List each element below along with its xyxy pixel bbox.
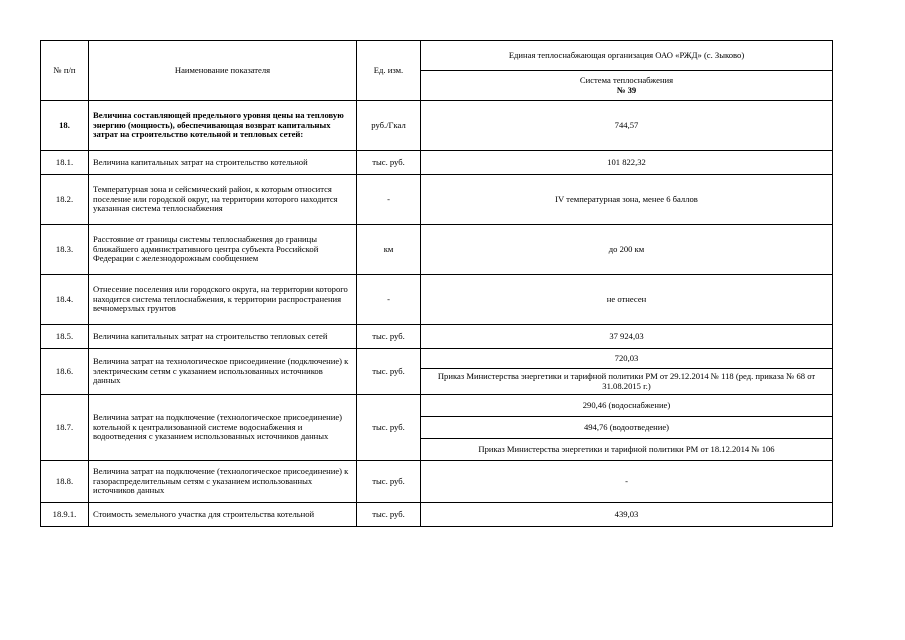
header-unit: Ед. изм. <box>357 41 421 101</box>
row-num: 18.8. <box>41 461 89 503</box>
row-value-water: 290,46 (водоснабжение) <box>421 395 833 417</box>
row-value: 744,57 <box>421 101 833 151</box>
row-value: - <box>421 461 833 503</box>
table-row <box>41 503 833 527</box>
row-name: Величина затрат на подключение (технологическое присоединение) котельной к централизованной системе водоснабжения и водоотведения с указанием использованных источников данных <box>89 395 357 461</box>
row-num: 18.3. <box>41 225 89 275</box>
row-name: Величина затрат на технологическое присоединение (подключение) к электрическим сетям с указанием использованных источников данных <box>89 349 357 395</box>
indicator-table <box>40 40 833 527</box>
header-name: Наименование показателя <box>89 41 357 101</box>
header-num: № п/п <box>41 41 89 101</box>
row-value: 720,03 <box>421 349 833 369</box>
row-name: Величина составляющей предельного уровня цены на тепловую энергию (мощность), обеспечивающая возврат капитальных затрат на строительство котельной и тепловых сетей: <box>89 101 357 151</box>
header-system <box>421 71 833 101</box>
row-unit: - <box>357 275 421 325</box>
row-unit: - <box>357 175 421 225</box>
table-row <box>41 275 833 325</box>
table-row <box>41 101 833 151</box>
row-value: до 200 км <box>421 225 833 275</box>
table-row <box>41 325 833 349</box>
row-value: 439,03 <box>421 503 833 527</box>
row-num: 18.7. <box>41 395 89 461</box>
table-row <box>41 461 833 503</box>
row-unit: тыс. руб. <box>357 349 421 395</box>
row-num: 18.2. <box>41 175 89 225</box>
header-row <box>41 41 833 71</box>
row-value: 37 924,03 <box>421 325 833 349</box>
row-name: Расстояние от границы системы теплоснабжения до границы ближайшего административного центра субъекта Российской Федерации с железнодорожным сообщением <box>89 225 357 275</box>
row-unit: тыс. руб. <box>357 151 421 175</box>
row-name: Величина затрат на подключение (технологическое присоединение) к газораспределительным сетям с указанием использованных источников данных <box>89 461 357 503</box>
row-num: 18. <box>41 101 89 151</box>
row-num: 18.4. <box>41 275 89 325</box>
row-num: 18.1. <box>41 151 89 175</box>
row-unit: тыс. руб. <box>357 325 421 349</box>
header-org: Единая теплоснабжающая организация ОАО «РЖД» (с. Зыково) <box>421 41 833 71</box>
row-unit: тыс. руб. <box>357 395 421 461</box>
row-num: 18.9.1. <box>41 503 89 527</box>
row-value: 101 822,32 <box>421 151 833 175</box>
row-name: Величина капитальных затрат на строительство котельной <box>89 151 357 175</box>
row-name: Отнесение поселения или городского округа, на территории которого находится система теплоснабжения, к территории распространения вечномерзлых грунтов <box>89 275 357 325</box>
row-unit: км <box>357 225 421 275</box>
table-row <box>41 225 833 275</box>
row-name: Величина капитальных затрат на строительство тепловых сетей <box>89 325 357 349</box>
header-system-label: Система теплоснабжения <box>579 74 674 85</box>
row-value: IV температурная зона, менее 6 баллов <box>421 175 833 225</box>
table-row <box>41 175 833 225</box>
row-unit: тыс. руб. <box>357 503 421 527</box>
row-num: 18.6. <box>41 349 89 395</box>
row-value: не отнесен <box>421 275 833 325</box>
table-row <box>41 395 833 417</box>
row-source: Приказ Министерства энергетики и тарифной политики РМ от 18.12.2014 № 106 <box>421 439 833 461</box>
row-source: Приказ Министерства энергетики и тарифной политики РМ от 29.12.2014 № 118 (ред. приказа № 68 от 31.08.2015 г.) <box>421 369 833 395</box>
header-system-number: № 39 <box>616 84 637 95</box>
row-unit: руб./Гкал <box>357 101 421 151</box>
table-row <box>41 151 833 175</box>
table-row <box>41 349 833 369</box>
row-unit: тыс. руб. <box>357 461 421 503</box>
row-name: Стоимость земельного участка для строительства котельной <box>89 503 357 527</box>
row-num: 18.5. <box>41 325 89 349</box>
row-value-sewer: 494,76 (водоотведение) <box>421 417 833 439</box>
row-name: Температурная зона и сейсмический район, к которым относится поселение или городской округ, на территории которого находится указанная система теплоснабжения <box>89 175 357 225</box>
